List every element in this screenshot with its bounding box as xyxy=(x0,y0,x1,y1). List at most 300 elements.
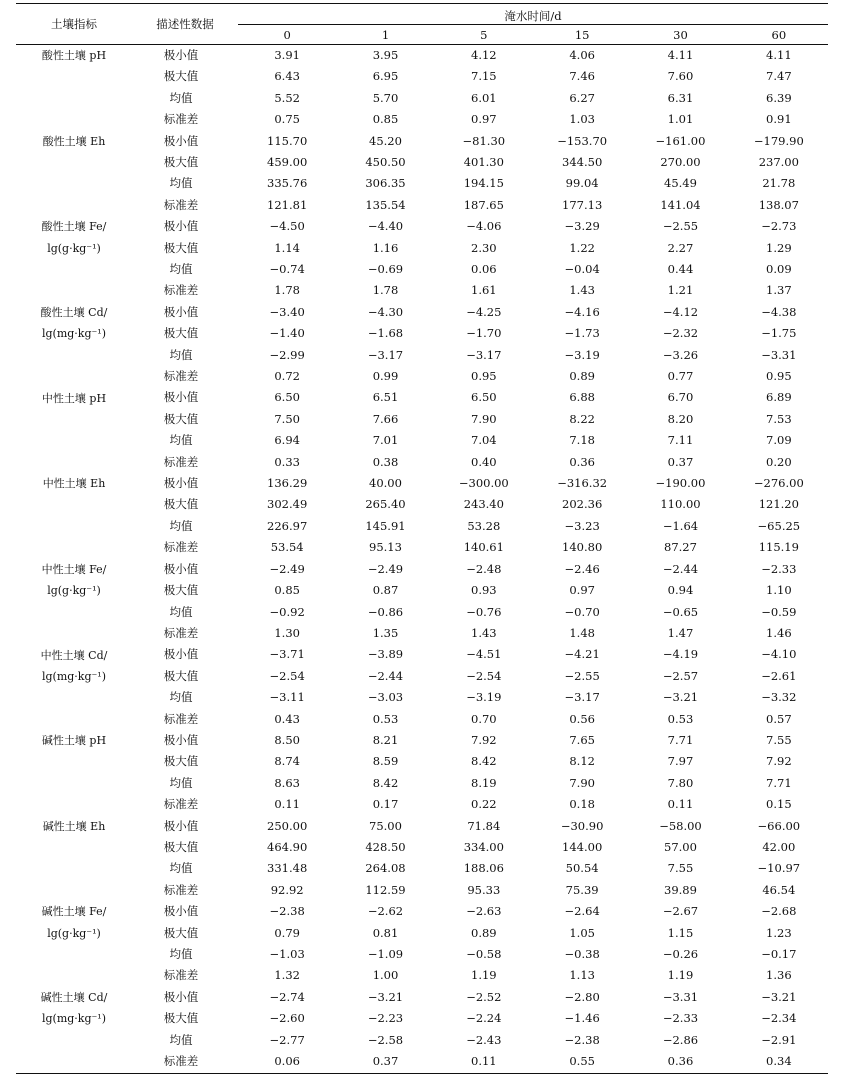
value-cell: 401.30 xyxy=(463,154,504,169)
value-cell: 1.35 xyxy=(372,625,399,640)
indicator-cell xyxy=(16,173,132,194)
table-row xyxy=(16,173,828,194)
table-row xyxy=(16,1008,828,1029)
value-cell: −3.23 xyxy=(564,518,600,533)
table-row xyxy=(16,858,828,879)
header-indicator: 土壤指标 xyxy=(16,4,132,45)
stat-cell: 极小值 xyxy=(163,390,199,405)
value-cell: −179.90 xyxy=(753,133,804,148)
header-stat: 描述性数据 xyxy=(132,4,238,45)
indicator-cell xyxy=(16,109,132,130)
value-cell: 50.54 xyxy=(565,861,599,876)
value-cell: 53.54 xyxy=(270,540,304,555)
value-cell: 110.00 xyxy=(660,497,701,512)
stat-cell: 极大值 xyxy=(163,326,199,341)
stat-cell: 标准差 xyxy=(163,454,199,469)
indicator-cell: 酸性土壤 Eh xyxy=(42,134,106,148)
table-row xyxy=(16,709,828,730)
value-cell: 8.74 xyxy=(274,754,300,769)
table-header xyxy=(16,4,828,45)
value-cell: 428.50 xyxy=(365,839,406,854)
stat-cell: 极小值 xyxy=(163,47,199,62)
value-cell: 335.76 xyxy=(267,176,308,191)
table-row xyxy=(16,45,828,67)
value-cell: −30.90 xyxy=(560,818,604,833)
value-cell: 99.04 xyxy=(565,176,599,191)
table-row xyxy=(16,216,828,237)
value-cell: 0.06 xyxy=(471,262,497,277)
value-cell: 121.81 xyxy=(267,197,308,212)
value-cell: 39.89 xyxy=(664,882,697,897)
value-cell: 42.00 xyxy=(762,839,796,854)
table-row xyxy=(16,944,828,965)
value-cell: 0.89 xyxy=(471,925,497,940)
table-row xyxy=(16,516,828,537)
value-cell: −3.40 xyxy=(269,304,305,319)
value-cell: 270.00 xyxy=(660,154,701,169)
value-cell: 6.01 xyxy=(471,90,497,105)
indicator-cell xyxy=(16,195,132,216)
value-cell: 188.06 xyxy=(463,861,504,876)
value-cell: 0.75 xyxy=(274,112,300,127)
value-cell: 0.22 xyxy=(471,797,497,812)
stat-cell: 标准差 xyxy=(163,197,199,212)
value-cell: 45.20 xyxy=(369,133,402,148)
value-cell: 0.89 xyxy=(569,369,595,384)
value-cell: −3.32 xyxy=(761,690,797,705)
stat-cell: 极小值 xyxy=(163,647,199,662)
value-cell: 0.95 xyxy=(471,369,497,384)
value-cell: 1.13 xyxy=(569,968,595,983)
value-cell: 187.65 xyxy=(463,197,504,212)
value-cell: 0.36 xyxy=(631,1051,729,1073)
indicator-cell xyxy=(16,751,132,772)
value-cell: 0.95 xyxy=(766,369,792,384)
table-row xyxy=(16,88,828,109)
value-cell: −2.49 xyxy=(367,561,404,576)
indicator-cell: lg(g·kg⁻¹) xyxy=(47,926,101,940)
indicator-cell xyxy=(16,280,132,301)
stat-cell: 均值 xyxy=(169,861,193,876)
value-cell: 1.30 xyxy=(274,625,300,640)
value-cell: 1.78 xyxy=(372,283,399,298)
header-time-5: 60 xyxy=(730,25,828,45)
value-cell: 243.40 xyxy=(463,497,504,512)
table-row xyxy=(16,730,828,751)
value-cell: 0.79 xyxy=(274,925,300,940)
header-time-3: 15 xyxy=(533,25,631,45)
value-cell: 2.27 xyxy=(667,240,694,255)
value-cell: −0.92 xyxy=(269,604,305,619)
indicator-cell xyxy=(16,880,132,901)
indicator-cell xyxy=(16,366,132,387)
value-cell: 1.43 xyxy=(471,625,497,640)
table-row xyxy=(16,580,828,601)
indicator-cell xyxy=(16,709,132,730)
value-cell: 1.00 xyxy=(372,968,399,983)
stat-cell: 极小值 xyxy=(163,304,199,319)
value-cell: −2.86 xyxy=(662,1032,699,1047)
value-cell: 1.03 xyxy=(569,112,595,127)
value-cell: −0.38 xyxy=(564,947,600,962)
value-cell: −0.59 xyxy=(761,604,797,619)
indicator-cell: 碱性土壤 Fe/ xyxy=(41,905,107,919)
value-cell: 0.11 xyxy=(274,797,300,812)
value-cell: 115.70 xyxy=(267,133,308,148)
value-cell: 45.49 xyxy=(664,176,697,191)
stat-cell: 均值 xyxy=(169,433,193,448)
indicator-cell xyxy=(16,1051,132,1073)
value-cell: −2.73 xyxy=(761,219,797,234)
indicator-cell xyxy=(16,152,132,173)
value-cell: 7.55 xyxy=(667,861,694,876)
value-cell: 1.14 xyxy=(274,240,300,255)
value-cell: 115.19 xyxy=(758,540,799,555)
value-cell: 71.84 xyxy=(467,818,501,833)
indicator-cell xyxy=(16,345,132,366)
indicator-cell: 酸性土壤 Cd/ xyxy=(40,306,108,320)
value-cell: 7.15 xyxy=(471,69,497,84)
value-cell: 0.09 xyxy=(766,262,792,277)
indicator-cell xyxy=(16,837,132,858)
value-cell: −2.63 xyxy=(466,904,502,919)
indicator-cell: 中性土壤 pH xyxy=(41,391,107,405)
value-cell: 0.53 xyxy=(372,711,399,726)
value-cell: 8.21 xyxy=(372,732,399,747)
table-row xyxy=(16,965,828,986)
table-row xyxy=(16,452,828,473)
value-cell: −2.43 xyxy=(466,1032,502,1047)
indicator-cell xyxy=(16,88,132,109)
value-cell: −2.55 xyxy=(662,219,699,234)
value-cell: −2.24 xyxy=(466,1011,502,1026)
stat-cell: 均值 xyxy=(169,604,193,619)
table-row xyxy=(16,987,828,1008)
value-cell: −2.34 xyxy=(761,1011,797,1026)
indicator-cell: 中性土壤 Fe/ xyxy=(41,562,107,576)
table-row xyxy=(16,1051,828,1073)
indicator-cell xyxy=(16,516,132,537)
value-cell: 7.80 xyxy=(667,775,694,790)
stat-cell: 标准差 xyxy=(163,968,199,983)
value-cell: 0.40 xyxy=(471,454,497,469)
value-cell: −4.06 xyxy=(466,219,502,234)
value-cell: 202.36 xyxy=(562,497,603,512)
value-cell: 1.61 xyxy=(471,283,497,298)
value-cell: −2.33 xyxy=(761,561,797,576)
value-cell: 46.54 xyxy=(762,882,796,897)
value-cell: 8.42 xyxy=(471,754,497,769)
indicator-cell: 碱性土壤 Cd/ xyxy=(40,991,108,1005)
table-row xyxy=(16,623,828,644)
header-time-title: 淹水时间/d xyxy=(238,4,828,25)
value-cell: −3.71 xyxy=(269,647,305,662)
value-cell: 0.18 xyxy=(569,797,595,812)
value-cell: 145.91 xyxy=(365,518,406,533)
value-cell: −1.09 xyxy=(367,947,404,962)
indicator-cell: lg(g·kg⁻¹) xyxy=(47,241,101,255)
indicator-cell xyxy=(16,537,132,558)
value-cell: −1.75 xyxy=(761,326,797,341)
value-cell: −3.31 xyxy=(761,347,797,362)
value-cell: −3.17 xyxy=(367,347,404,362)
value-cell: 334.00 xyxy=(463,839,504,854)
stat-cell: 标准差 xyxy=(163,797,199,812)
value-cell: 0.87 xyxy=(372,583,399,598)
value-cell: −3.11 xyxy=(269,690,305,705)
value-cell: −3.89 xyxy=(367,647,404,662)
value-cell: 40.00 xyxy=(369,476,402,491)
stat-cell: 极大值 xyxy=(163,839,199,854)
value-cell: 6.43 xyxy=(274,69,300,84)
value-cell: 450.50 xyxy=(365,154,406,169)
header-time-0: 0 xyxy=(238,25,336,45)
stat-cell: 均值 xyxy=(169,518,193,533)
value-cell: 0.11 xyxy=(667,797,694,812)
value-cell: 4.06 xyxy=(569,47,595,62)
value-cell: 265.40 xyxy=(365,497,406,512)
stat-cell: 均值 xyxy=(169,347,193,362)
value-cell: −2.55 xyxy=(564,668,600,683)
value-cell: 0.77 xyxy=(667,369,694,384)
value-cell: 226.97 xyxy=(267,518,308,533)
value-cell: −0.74 xyxy=(269,262,305,277)
value-cell: −2.33 xyxy=(662,1011,699,1026)
value-cell: 0.15 xyxy=(766,797,792,812)
stat-cell: 极大值 xyxy=(163,925,199,940)
stat-cell: 极大值 xyxy=(163,754,199,769)
indicator-cell xyxy=(16,858,132,879)
value-cell: 0.70 xyxy=(471,711,497,726)
value-cell: 1.32 xyxy=(274,968,300,983)
stat-cell: 极大值 xyxy=(163,497,199,512)
table-row xyxy=(16,366,828,387)
value-cell: 1.48 xyxy=(569,625,595,640)
value-cell: 0.57 xyxy=(766,711,792,726)
value-cell: 7.46 xyxy=(569,69,595,84)
value-cell: 6.95 xyxy=(372,69,399,84)
stat-cell: 极小值 xyxy=(163,732,199,747)
value-cell: 7.60 xyxy=(667,69,694,84)
value-cell: 8.50 xyxy=(274,732,300,747)
value-cell: −2.49 xyxy=(269,561,305,576)
value-cell: 0.56 xyxy=(569,711,595,726)
table-row xyxy=(16,109,828,130)
value-cell: 6.50 xyxy=(471,390,497,405)
value-cell: −2.61 xyxy=(761,668,797,683)
value-cell: −0.69 xyxy=(367,262,404,277)
stat-cell: 标准差 xyxy=(163,625,199,640)
value-cell: 7.66 xyxy=(372,411,399,426)
value-cell: 0.43 xyxy=(274,711,300,726)
value-cell: −58.00 xyxy=(659,818,702,833)
value-cell: −2.64 xyxy=(564,904,600,919)
value-cell: −1.46 xyxy=(564,1011,600,1026)
stat-cell: 极大值 xyxy=(163,668,199,683)
stat-cell: 均值 xyxy=(169,947,193,962)
value-cell: 0.11 xyxy=(435,1051,533,1073)
value-cell: −4.38 xyxy=(761,304,797,319)
value-cell: 0.17 xyxy=(372,797,399,812)
value-cell: 141.04 xyxy=(660,197,701,212)
value-cell: 1.05 xyxy=(569,925,595,940)
indicator-cell: lg(mg·kg⁻¹) xyxy=(41,327,107,341)
value-cell: −2.38 xyxy=(564,1032,600,1047)
table-row xyxy=(16,302,828,323)
table-row xyxy=(16,409,828,430)
value-cell: −190.00 xyxy=(655,476,706,491)
table-row xyxy=(16,837,828,858)
stat-cell: 极大值 xyxy=(163,583,199,598)
value-cell: 1.43 xyxy=(569,283,595,298)
table-row xyxy=(16,644,828,665)
value-cell: 6.39 xyxy=(766,90,792,105)
value-cell: 0.81 xyxy=(372,925,399,940)
stat-cell: 极大值 xyxy=(163,240,199,255)
table-row xyxy=(16,345,828,366)
value-cell: 87.27 xyxy=(664,540,697,555)
stat-cell: 均值 xyxy=(169,176,193,191)
value-cell: 8.19 xyxy=(471,775,497,790)
indicator-cell xyxy=(16,794,132,815)
value-cell: 1.10 xyxy=(766,583,792,598)
value-cell: 135.54 xyxy=(365,197,406,212)
stat-cell: 极小值 xyxy=(163,904,199,919)
value-cell: 302.49 xyxy=(267,497,308,512)
stat-cell: 极小值 xyxy=(163,219,199,234)
header-time-4: 30 xyxy=(631,25,729,45)
indicator-cell xyxy=(16,944,132,965)
value-cell: −2.80 xyxy=(564,989,600,1004)
value-cell: −2.52 xyxy=(466,989,502,1004)
indicator-cell xyxy=(16,602,132,623)
indicator-cell: lg(g·kg⁻¹) xyxy=(47,584,101,598)
value-cell: 0.97 xyxy=(569,583,595,598)
value-cell: −4.25 xyxy=(466,304,502,319)
table-row xyxy=(16,131,828,152)
value-cell: 6.27 xyxy=(569,90,595,105)
indicator-cell xyxy=(16,965,132,986)
stat-cell: 极大值 xyxy=(163,69,199,84)
indicator-cell xyxy=(16,687,132,708)
value-cell: 75.00 xyxy=(369,818,402,833)
value-cell: 7.04 xyxy=(471,433,497,448)
value-cell: −65.25 xyxy=(757,518,801,533)
stat-cell: 均值 xyxy=(169,775,193,790)
value-cell: 95.33 xyxy=(467,882,501,897)
value-cell: 7.90 xyxy=(569,775,595,790)
table-row xyxy=(16,923,828,944)
value-cell: −0.76 xyxy=(466,604,502,619)
value-cell: −3.31 xyxy=(662,989,699,1004)
value-cell: −161.00 xyxy=(655,133,706,148)
value-cell: −2.57 xyxy=(662,668,699,683)
value-cell: 136.29 xyxy=(267,476,308,491)
value-cell: −3.19 xyxy=(564,347,600,362)
value-cell: −153.70 xyxy=(557,133,608,148)
value-cell: −3.03 xyxy=(367,690,404,705)
value-cell: 1.37 xyxy=(766,283,792,298)
value-cell: 464.90 xyxy=(267,839,308,854)
value-cell: 7.47 xyxy=(766,69,792,84)
value-cell: −3.21 xyxy=(761,989,797,1004)
value-cell: 250.00 xyxy=(267,818,308,833)
table-row xyxy=(16,901,828,922)
value-cell: 1.21 xyxy=(667,283,694,298)
value-cell: −276.00 xyxy=(753,476,804,491)
value-cell: −1.40 xyxy=(269,326,305,341)
value-cell: −2.60 xyxy=(269,1011,305,1026)
value-cell: 6.89 xyxy=(766,390,792,405)
value-cell: −1.70 xyxy=(466,326,502,341)
value-cell: 1.16 xyxy=(372,240,399,255)
indicator-cell xyxy=(16,773,132,794)
value-cell: 21.78 xyxy=(762,176,796,191)
indicator-cell: lg(mg·kg⁻¹) xyxy=(41,1012,107,1026)
value-cell: 6.70 xyxy=(667,390,694,405)
value-cell: −2.54 xyxy=(466,668,502,683)
value-cell: 7.97 xyxy=(667,754,694,769)
value-cell: −4.30 xyxy=(367,304,404,319)
value-cell: −3.29 xyxy=(564,219,600,234)
value-cell: 0.72 xyxy=(274,369,300,384)
stat-cell: 极大值 xyxy=(163,1011,199,1026)
value-cell: 3.91 xyxy=(274,47,300,62)
value-cell: 7.01 xyxy=(372,433,399,448)
stat-cell: 极小值 xyxy=(163,818,199,833)
value-cell: 1.19 xyxy=(471,968,497,983)
value-cell: −4.50 xyxy=(269,219,305,234)
value-cell: −0.04 xyxy=(564,262,600,277)
value-cell: −316.32 xyxy=(557,476,608,491)
value-cell: 121.20 xyxy=(758,497,799,512)
value-cell: 0.94 xyxy=(667,583,694,598)
table-row xyxy=(16,195,828,216)
stat-cell: 极小值 xyxy=(163,989,199,1004)
value-cell: 53.28 xyxy=(467,518,501,533)
value-cell: 0.34 xyxy=(730,1051,828,1073)
value-cell: −2.38 xyxy=(269,904,305,919)
value-cell: 4.12 xyxy=(471,47,497,62)
value-cell: −10.97 xyxy=(757,861,801,876)
stat-cell: 均值 xyxy=(169,90,193,105)
value-cell: −3.19 xyxy=(466,690,502,705)
value-cell: 8.42 xyxy=(372,775,399,790)
value-cell: −2.54 xyxy=(269,668,305,683)
stat-cell: 极大值 xyxy=(163,411,199,426)
value-cell: −2.44 xyxy=(367,668,404,683)
value-cell: −1.68 xyxy=(367,326,404,341)
indicator-cell xyxy=(16,259,132,280)
indicator-cell: 酸性土壤 Fe/ xyxy=(41,220,107,234)
table-row xyxy=(16,773,828,794)
value-cell: 0.36 xyxy=(569,454,595,469)
data-table xyxy=(16,3,828,1074)
table-row xyxy=(16,666,828,687)
stat-cell: 标准差 xyxy=(163,369,199,384)
table-body xyxy=(16,45,828,1074)
indicator-cell xyxy=(16,430,132,451)
value-cell: 0.85 xyxy=(372,112,399,127)
stat-cell: 标准差 xyxy=(163,540,199,555)
value-cell: 112.59 xyxy=(365,882,406,897)
value-cell: −4.16 xyxy=(564,304,600,319)
table-row xyxy=(16,794,828,815)
value-cell: −2.77 xyxy=(269,1032,305,1047)
value-cell: −4.10 xyxy=(761,647,797,662)
value-cell: 1.47 xyxy=(667,625,694,640)
stat-cell: 均值 xyxy=(169,1032,193,1047)
